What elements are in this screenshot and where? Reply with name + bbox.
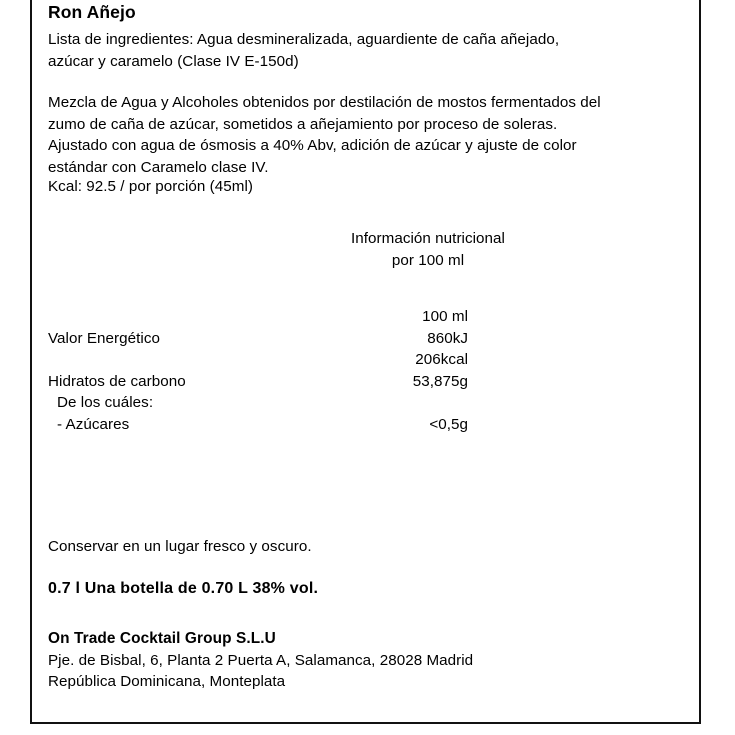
storage-instructions: Conservar en un lugar fresco y oscuro.	[48, 538, 312, 555]
volume-and-abv-line: 0.7 l Una botella de 0.70 L 38% vol.	[48, 580, 319, 597]
label-content-area	[48, 0, 689, 722]
company-address: Pje. de Bisbal, 6, Planta 2 Puerta A, Salamanca, 28028 Madrid	[48, 651, 474, 669]
company-origin: República Dominicana, Monteplata	[48, 673, 286, 690]
table-row	[48, 371, 468, 393]
nutrition-row-value: <0,5g	[429, 415, 468, 433]
nutrition-table	[48, 306, 468, 435]
description-line-2: zumo de caña de azúcar, sometidos a añejamiento por proceso de soleras.	[48, 115, 558, 133]
table-row	[48, 349, 468, 371]
nutrition-row-label: Hidratos de carbono	[48, 372, 186, 390]
ingredients-block	[48, 29, 668, 72]
table-row	[48, 306, 468, 328]
nutrition-row-value: 206kcal	[415, 351, 468, 368]
ingredients-line-2: azúcar y caramelo (Clase IV E-150d)	[48, 52, 299, 70]
nutrition-row-value: 860kJ	[427, 329, 468, 347]
company-block	[48, 628, 668, 693]
nutrition-heading-line-2: por 100 ml	[391, 251, 465, 269]
nutrition-row-label: Valor Energético	[48, 329, 160, 347]
nutrition-heading-line-1: Información nutricional	[351, 230, 505, 247]
label-frame-border	[30, 0, 701, 724]
table-row	[48, 414, 468, 436]
description-line-1: Mezcla de Agua y Alcoholes obtenidos por destilación de mostos fermentados del	[48, 94, 601, 111]
kcal-per-serving-line: Kcal: 92.5 / por porción (45ml)	[48, 178, 253, 195]
table-row	[48, 392, 468, 414]
table-row	[48, 328, 468, 350]
description-line-4: estándar con Caramelo clase IV.	[48, 158, 269, 176]
nutrition-row-value: 53,875g	[412, 372, 468, 390]
nutrition-row-label: De los cuáles:	[57, 394, 154, 411]
page-title: Ron Añejo	[48, 2, 136, 22]
company-name: On Trade Cocktail Group S.L.U	[48, 630, 276, 647]
description-line-3: Ajustado con agua de ósmosis a 40% Abv, adición de azúcar y ajuste de color	[48, 137, 577, 154]
ingredients-line-1: Lista de ingredientes: Agua desmineralizada, aguardiente de caña añejado,	[48, 31, 560, 48]
nutrition-row-label: - Azúcares	[57, 415, 130, 433]
nutrition-column-header: 100 ml	[422, 308, 468, 325]
description-block	[48, 92, 688, 178]
nutrition-heading	[268, 228, 588, 271]
